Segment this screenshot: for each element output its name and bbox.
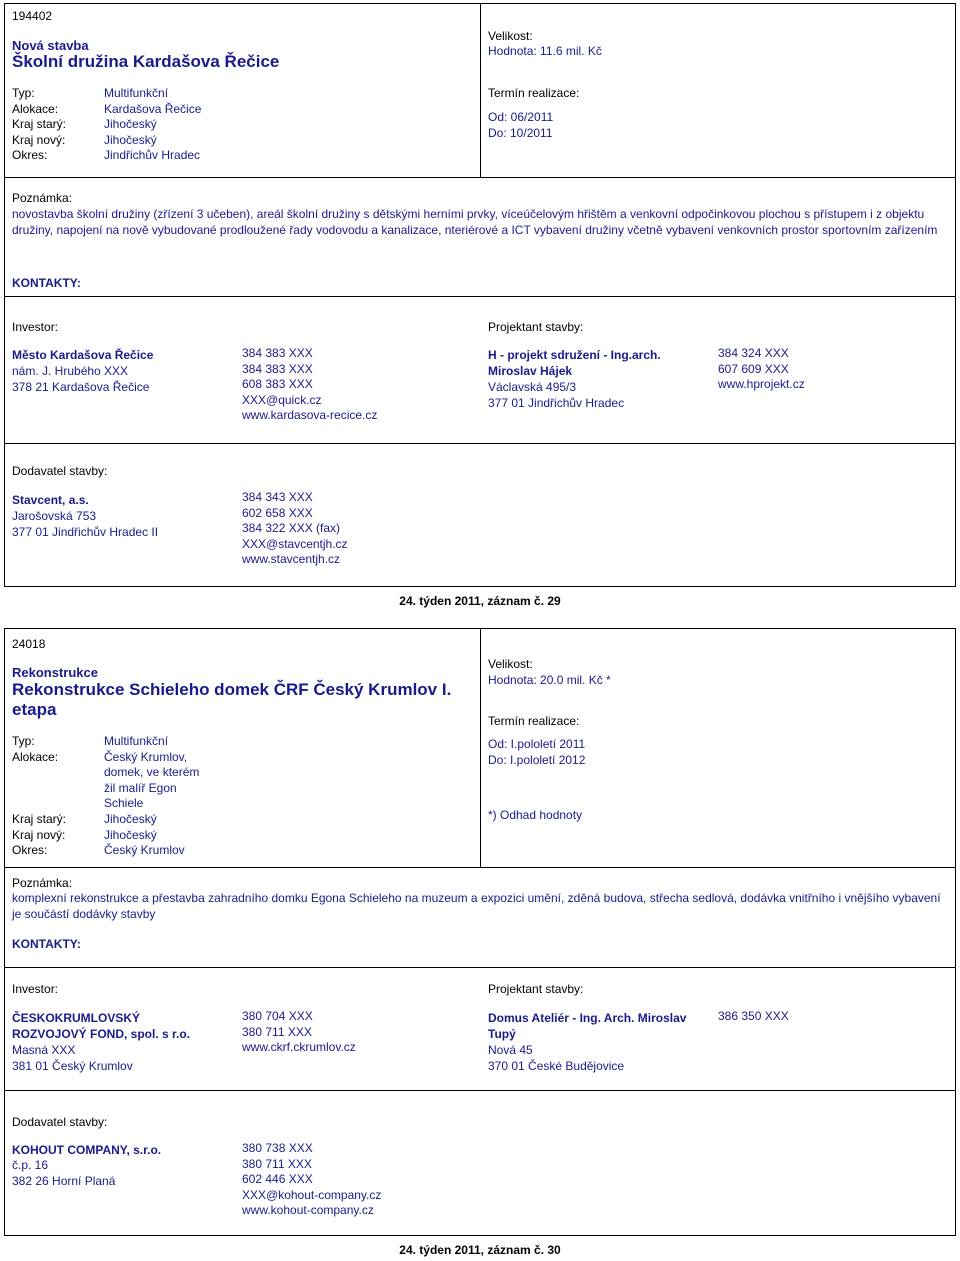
designer-website[interactable]: www.hprojekt.cz: [718, 377, 805, 392]
supplier-website[interactable]: www.kohout-company.cz: [242, 1203, 374, 1218]
supplier-website[interactable]: www.stavcentjh.cz: [242, 552, 341, 567]
label-kraj-novy: Kraj nový:: [12, 132, 66, 147]
note-label: Poznámka:: [12, 191, 73, 205]
size-label: Velikost:: [488, 657, 533, 671]
label-spacer: [12, 796, 66, 812]
value-alokace: Český Krumlov,: [104, 749, 188, 764]
supplier-contacts: [242, 1141, 381, 1219]
investor-street: nám. J. Hrubého XXX: [12, 364, 129, 378]
designer-name-cont: Tupý: [488, 1027, 516, 1041]
record-id: 194402: [12, 9, 53, 23]
label-kraj-stary: Kraj starý:: [12, 117, 67, 132]
label-okres: Okres:: [12, 148, 48, 163]
term-to: Do: 10/2011: [488, 126, 553, 140]
supplier-address: [12, 509, 158, 540]
value-alokace: Schiele: [104, 796, 144, 811]
supplier-name: Stavcent, a.s.: [12, 493, 89, 507]
supplier-address: [12, 1158, 115, 1189]
designer-city: 370 01 České Budějovice: [488, 1058, 625, 1073]
supplier-label: Dodavatel stavby:: [12, 1115, 108, 1129]
designer-name-cont: Miroslav Hájek: [488, 364, 573, 378]
investor-address: [12, 1043, 133, 1074]
designer-phone: 386 350 XXX: [718, 1009, 789, 1023]
supplier-contacts: [242, 490, 348, 568]
supplier-city: 382 26 Horní Planá: [12, 1173, 116, 1188]
label-kraj-novy: Kraj nový:: [12, 827, 66, 842]
label-typ: Typ:: [12, 86, 35, 100]
value-okres: Jindřichův Hradec: [104, 148, 201, 163]
designer-address: [488, 380, 624, 411]
investor-phone: 384 383 XXX: [242, 361, 313, 376]
investor-label: Investor:: [12, 320, 59, 334]
designer-name: H - projekt sdružení - Ing.arch.: [488, 348, 661, 362]
investor-label: Investor:: [12, 982, 59, 996]
term-from: Od: 06/2011: [488, 110, 554, 124]
supplier-phone: 384 343 XXX: [242, 490, 313, 504]
designer-label: Projektant stavby:: [488, 320, 584, 334]
contacts-heading: KONTAKTY:: [12, 937, 81, 951]
record-footer: 24. týden 2011, záznam č. 30: [399, 1243, 561, 1257]
label-typ: Typ:: [12, 734, 35, 748]
designer-label: Projektant stavby:: [488, 982, 584, 996]
investor-city: 378 21 Kardašova Řečice: [12, 379, 150, 394]
investor-name: Město Kardašova Řečice: [12, 348, 154, 362]
note-text: novostavba školní družiny (zřízení 3 učeben), areál školní družiny s dětskými herními prvky, víceúčelovým hřištěm a venkovní odpočinkovou plochou s přístupem i z objektu družiny, napojení na nově vybudované prodloužené řady vodovodu a kanalizace, nteriérové a ICT vybavení družiny včetně vybavení venkovních prostor sportovním zařízením: [12, 207, 938, 237]
value-typ: Multifunkční: [104, 734, 169, 748]
designer-street: Václavská 495/3: [488, 380, 577, 394]
designer-street: Nová 45: [488, 1043, 533, 1057]
record-vertical-divider: [480, 628, 481, 868]
estimate-note: *) Odhad hodnoty: [488, 808, 583, 822]
label-okres: Okres:: [12, 843, 48, 858]
investor-street: Masná XXX: [12, 1043, 76, 1057]
designer-contacts: [718, 346, 805, 393]
supplier-label: Dodavatel stavby:: [12, 464, 108, 478]
designer-name: Domus Ateliér - Ing. Arch. Miroslav: [488, 1011, 687, 1025]
investor-website[interactable]: www.ckrf.ckrumlov.cz: [242, 1040, 356, 1055]
supplier-city: 377 01 Jindřichův Hradec II: [12, 524, 159, 539]
investor-address: [12, 364, 149, 395]
record-id: 24018: [12, 637, 46, 651]
supplier-phone: 380 738 XXX: [242, 1141, 313, 1155]
size-label: Velikost:: [488, 29, 533, 43]
investor-phone: 384 383 XXX: [242, 346, 313, 360]
investor-name: ČESKOKRUMLOVSKÝ: [12, 1011, 141, 1025]
supplier-email[interactable]: XXX@stavcentjh.cz: [242, 536, 348, 551]
label-kraj-stary: Kraj starý:: [12, 811, 67, 826]
value-alokace: Kardašova Řečice: [104, 101, 202, 116]
size-value: Hodnota: 11.6 mil. Kč: [488, 44, 602, 58]
designer-contacts: [718, 1009, 789, 1025]
label-spacer: [12, 765, 66, 781]
supplier-name: KOHOUT COMPANY, s.r.o.: [12, 1143, 162, 1157]
record-footer: 24. týden 2011, záznam č. 29: [399, 594, 561, 608]
supplier-street: Jarošovská 753: [12, 509, 97, 523]
project-values: [104, 86, 201, 164]
supplier-phone: 602 446 XXX: [242, 1172, 313, 1187]
supplier-fax: 384 322 XXX (fax): [242, 521, 341, 536]
designer-phone: 607 609 XXX: [718, 361, 789, 376]
designer-phone: 384 324 XXX: [718, 346, 789, 360]
term-to: Do: I.pololetí 2012: [488, 753, 586, 767]
project-title-cont: etapa: [12, 700, 57, 719]
project-stage: Nová stavba: [12, 38, 89, 53]
investor-name-cont: ROZVOJOVÝ FOND, spol. s r.o.: [12, 1027, 191, 1041]
size-value: Hodnota: 20.0 mil. Kč *: [488, 673, 611, 687]
label-alokace: Alokace:: [12, 101, 59, 116]
investor-phone: 380 704 XXX: [242, 1009, 313, 1023]
value-kraj-novy: Jihočeský: [104, 827, 157, 842]
project-title: Školní družina Kardašova Řečice: [12, 52, 280, 71]
record-vertical-divider: [480, 3, 481, 178]
investor-email[interactable]: XXX@quick.cz: [242, 392, 322, 407]
project-stage: Rekonstrukce: [12, 665, 98, 680]
project-title: Rekonstrukce Schieleho domek ČRF Český Krumlov I.: [12, 680, 452, 699]
value-okres: Český Krumlov: [104, 843, 185, 858]
designer-address: [488, 1043, 624, 1074]
supplier-street: č.p. 16: [12, 1158, 49, 1172]
project-labels: [12, 734, 66, 859]
value-alokace: žil malíř Egon: [104, 780, 177, 795]
value-kraj-stary: Jihočeský: [104, 117, 157, 132]
project-values: [104, 734, 199, 859]
term-from: Od: I.pololetí 2011: [488, 737, 586, 751]
note-label: Poznámka:: [12, 876, 73, 890]
label-alokace: Alokace:: [12, 749, 59, 764]
supplier-phone: 602 658 XXX: [242, 505, 313, 520]
investor-phone: 608 383 XXX: [242, 377, 313, 392]
supplier-box: [4, 1091, 956, 1236]
investor-phone: 380 711 XXX: [242, 1024, 312, 1039]
value-typ: Multifunkční: [104, 86, 169, 100]
note-text: komplexní rekonstrukce a přestavba zahradního domku Egona Schieleho na muzeum a expozici umění, zděná budova, střecha sedlová, dodávka vnitřního i vnějšího vybavení je součástí dodávky stavby: [12, 891, 941, 921]
term-label: Termín realizace:: [488, 86, 580, 100]
contacts-heading: KONTAKTY:: [12, 276, 81, 290]
value-kraj-stary: Jihočeský: [104, 811, 157, 826]
designer-city: 377 01 Jindřichův Hradec: [488, 395, 625, 410]
investor-website[interactable]: www.kardasova-recice.cz: [242, 408, 378, 423]
supplier-email[interactable]: XXX@kohout-company.cz: [242, 1187, 382, 1202]
term-label: Termín realizace:: [488, 714, 580, 728]
value-kraj-novy: Jihočeský: [104, 132, 157, 147]
project-labels: [12, 86, 66, 164]
investor-city: 381 01 Český Krumlov: [12, 1058, 133, 1073]
investor-contacts: [242, 346, 377, 424]
label-spacer: [12, 781, 66, 797]
value-alokace: domek, ve kterém: [104, 765, 200, 780]
supplier-phone: 380 711 XXX: [242, 1156, 312, 1171]
investor-contacts: [242, 1009, 356, 1056]
